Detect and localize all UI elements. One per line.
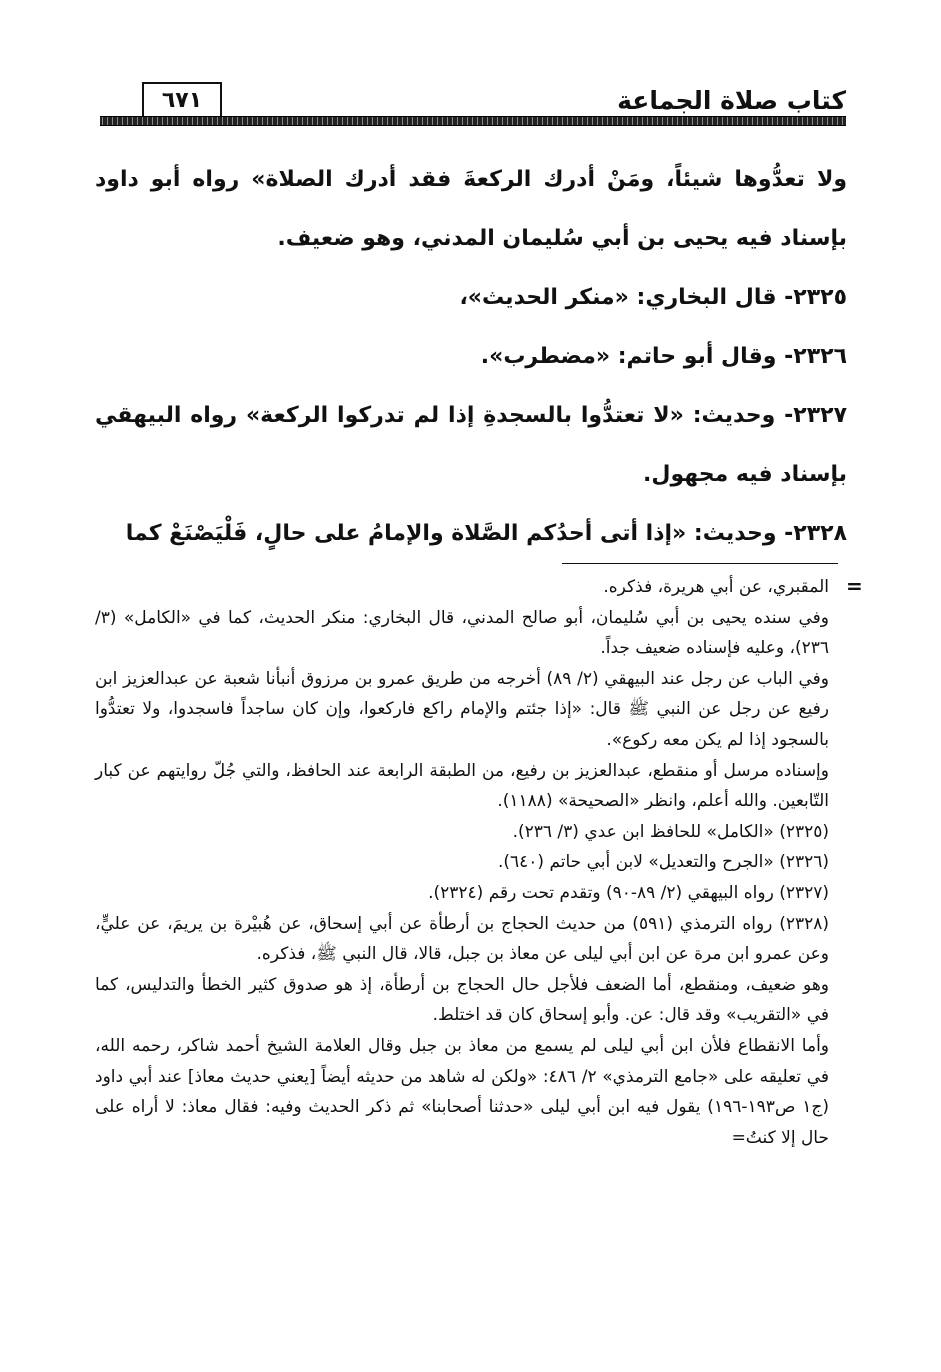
footnote-separator <box>562 563 838 564</box>
footnote-2326: (٢٣٢٦) «الجرح والتعديل» لابن أبي حاتم (٦٤٠). <box>497 852 829 873</box>
footnote-line: وإسناده مرسل أو منقطع، عبدالعزيز بن رفيع، من الطبقة الرابعة عند الحافظ، والتي جُلّ روايتهم عن كبار التّابعين. والله أعلم، وانظر «الصحيحة» (١١٨٨). <box>95 760 829 812</box>
footnote-line: وأما الانقطاع فلأن ابن أبي ليلى لم يسمع من معاذ بن جبل وقال العلامة الشيخ أحمد شاكر، رحمه الله، في تعليقه على «جامع الترمذي» ٢/ ٤٨٦: «ولكن له شاهد من حديثه أيضاً [يعني حديث معاذ] عند أبي داود (ج١ ص١٩٣-١٩٦) يقول فيه ابن أبي ليلى «حدثنا أصحابنا» ثم ذكر الحديث وفيه: فقال معاذ: لا أراه على حال إلا كنتُ= <box>95 1035 829 1148</box>
footnote-line: وفي سنده يحيى بن أبي سُليمان، أبو صالح المدني، قال البخاري: منكر الحديث، كما في «الكامل» (٣/ ٢٣٦)، وعليه فإسناده ضعيف جداً. <box>95 607 829 659</box>
continuation-mark: = <box>846 574 863 598</box>
footnote-line: المقبري، عن أبي هريرة، فذكره. <box>603 577 829 597</box>
hadith-2328: ٢٣٢٨- وحديث: «إذا أتى أحدُكم الصَّلاة والإمامُ على حالٍ، فَلْيَصْنَعْ كما <box>125 521 847 546</box>
hadith-2327: ٢٣٢٧- وحديث: «لا تعتدُّوا بالسجدةِ إذا لم تدركوا الركعة» رواه البيهقي بإسناد فيه مجهول. <box>95 403 847 487</box>
hadith-2325: ٢٣٢٥- قال البخاري: «منكر الحديث»، <box>459 285 847 310</box>
header-rule <box>100 116 846 126</box>
page-header <box>100 82 846 130</box>
footnotes <box>95 572 829 1153</box>
footnote-2325: (٢٣٢٥) «الكامل» للحافظ ابن عدي (٣/ ٢٣٦). <box>512 821 829 842</box>
footnote-line: وفي الباب عن رجل عند البيهقي (٢/ ٨٩) أخرجه من طريق عمرو بن مرزوق أنبأنا شعبة عن عبدالعزيز ابن رفيع عن رجل عن النبي ﷺ قال: «إذا جئتم والإمام راكع فاركعوا، وإن كان ساجداً فاسجدوا، ولا تعتدُّوا بالسجود إذا لم يكن معه ركوع». <box>95 668 830 750</box>
main-text <box>95 150 847 563</box>
footnote-line: وهو ضعيف، ومنقطع، أما الضعف فلأجل حال الحجاج بن أرطأة، إذ هو صدوق كثير الخطأ والتدليس، كما في «التقريب» وقد قال: عن. وأبو إسحاق كان قد اختلط. <box>95 974 829 1026</box>
footnote-2328: (٢٣٢٨) رواه الترمذي (٥٩١) من حديث الحجاج بن أرطأة عن أبي إسحاق، عن هُبيْرة بن يريمَ، عن عليٍّ، وعن عمرو ابن مرة عن ابن أبي ليلى عن معاذ بن جبل، قالا، قال النبي ﷺ، فذكره. <box>95 913 830 965</box>
book-title: كتاب صلاة الجماعة <box>617 86 846 115</box>
hadith-2326: ٢٣٢٦- وقال أبو حاتم: «مضطرب». <box>480 344 847 369</box>
footnote-2327: (٢٣٢٧) رواه البيهقي (٢/ ٨٩-٩٠) وتقدم تحت رقم (٢٣٢٤). <box>428 882 829 903</box>
page-number: ٦٧١ <box>142 82 222 118</box>
main-paragraph: ولا تعدُّوها شيئاً، ومَنْ أدرك الركعةَ فقد أدرك الصلاة» رواه أبو داود بإسناد فيه يحيى بن أبي سُليمان المدني، وهو ضعيف. <box>95 167 847 251</box>
